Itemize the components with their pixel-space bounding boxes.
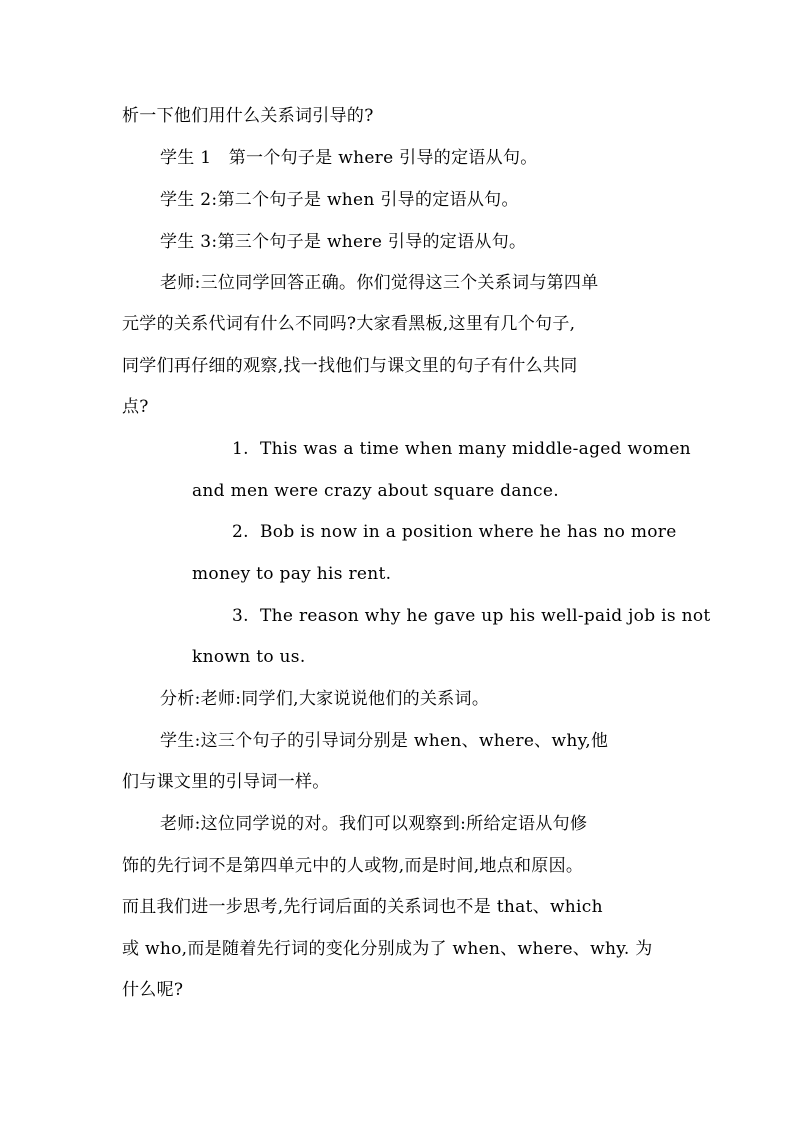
paragraph-line: 什么呢? bbox=[122, 980, 184, 1000]
example-sentence-1 bbox=[232, 437, 691, 461]
paragraph-line: 老师:这位同学说的对。我们可以观察到:所给定语从句修 bbox=[160, 814, 588, 834]
paragraph-line: 分析:老师:同学们,大家说说他们的关系词。 bbox=[160, 689, 490, 709]
paragraph-line: 析一下他们用什么关系词引导的? bbox=[122, 106, 374, 126]
example-number: 3. bbox=[232, 606, 249, 626]
paragraph-line: 同学们再仔细的观察,找一找他们与课文里的句子有什么共同 bbox=[122, 356, 578, 376]
example-sentence-3 bbox=[232, 604, 710, 628]
paragraph-line: 学生 2:第二个句子是 when 引导的定语从句。 bbox=[160, 190, 519, 210]
paragraph-line: 学生 3:第三个句子是 where 引导的定语从句。 bbox=[160, 232, 527, 252]
example-text: The reason why he gave up his well-paid job is not bbox=[260, 606, 711, 626]
paragraph-line: 点? bbox=[122, 397, 149, 417]
paragraph-line: 饰的先行词不是第四单元中的人或物,而是时间,地点和原因。 bbox=[122, 856, 584, 876]
example-sentence-2 bbox=[232, 520, 677, 544]
paragraph-line: 学生:这三个句子的引导词分别是 when、where、why,他 bbox=[160, 731, 609, 751]
example-number: 1. bbox=[232, 439, 249, 459]
paragraph-line: 或 who,而是随着先行词的变化分别成为了 when、where、why. 为 bbox=[122, 939, 653, 959]
paragraph-line: 老师:三位同学回答正确。你们觉得这三个关系词与第四单 bbox=[160, 273, 599, 293]
example-sentence-2-continued: money to pay his rent. bbox=[192, 564, 392, 584]
example-sentence-1-continued: and men were crazy about square dance. bbox=[192, 481, 559, 501]
paragraph-line: 学生 1 第一个句子是 where 引导的定语从句。 bbox=[160, 148, 538, 168]
example-text: This was a time when many middle-aged women bbox=[260, 439, 691, 459]
example-text: Bob is now in a position where he has no more bbox=[260, 522, 677, 542]
paragraph-line: 元学的关系代词有什么不同吗?大家看黑板,这里有几个句子, bbox=[122, 314, 576, 334]
example-sentence-3-continued: known to us. bbox=[192, 647, 306, 667]
example-number: 2. bbox=[232, 522, 249, 542]
paragraph-line: 而且我们进一步思考,先行词后面的关系词也不是 that、which bbox=[122, 897, 603, 917]
paragraph-line: 们与课文里的引导词一样。 bbox=[122, 772, 330, 792]
